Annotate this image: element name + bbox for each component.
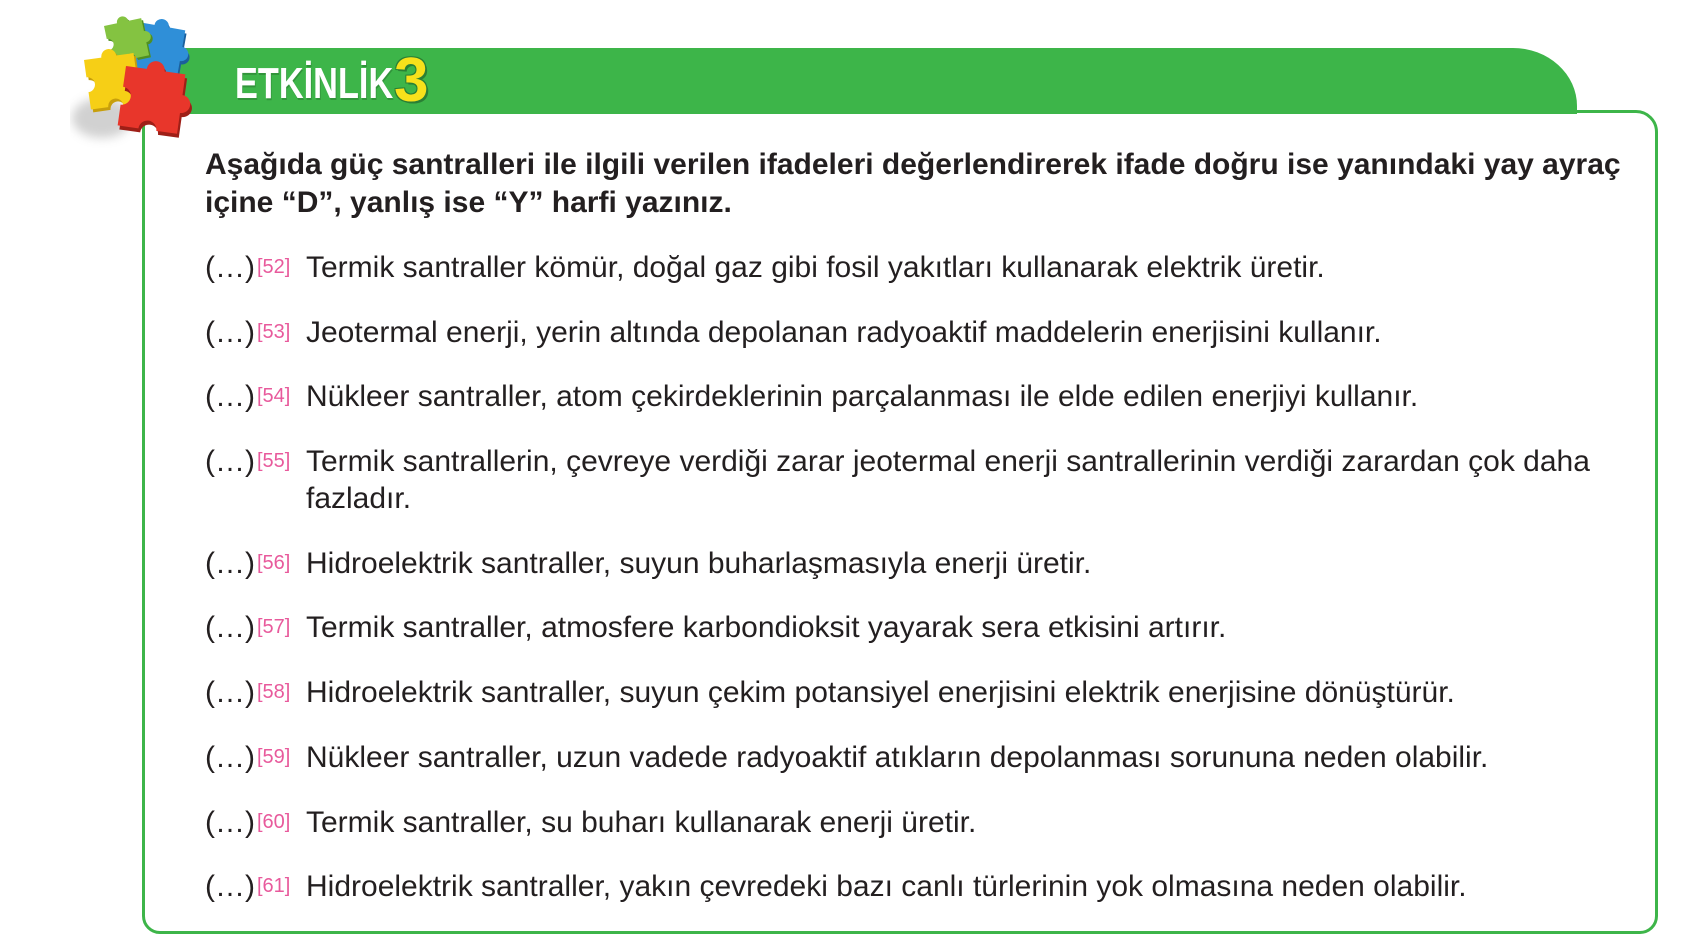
statement-item: [205, 249, 1645, 286]
statement-item: [205, 804, 1645, 841]
instructions-text: Aşağıda güç santralleri ile ilgili verilen ifadeleri değerlendirerek ifade doğru ise yanındaki yay ayraç içine “D”, yanlış ise “Y” harfi yazınız.: [205, 148, 1621, 219]
answer-blank[interactable]: (…): [205, 251, 255, 284]
statement-text: Jeotermal enerji, yerin altında depolanan radyoaktif maddelerin enerjisini kullanır.: [306, 315, 1382, 349]
answer-blank[interactable]: (…): [205, 740, 255, 774]
question-number-marker: [61]: [257, 875, 291, 898]
answer-blank[interactable]: (…): [205, 870, 255, 904]
activity-number: 3: [394, 46, 429, 115]
answer-blank[interactable]: (…): [205, 380, 255, 414]
question-number-marker: [53]: [257, 320, 291, 343]
statement-item: [205, 545, 1645, 582]
statement-item: [205, 314, 1645, 351]
answer-blank[interactable]: (…): [205, 805, 255, 839]
question-number-marker: [56]: [257, 551, 291, 574]
statement-list: [205, 249, 1645, 933]
statement-item: [205, 443, 1645, 517]
question-number-marker: [54]: [257, 385, 291, 408]
statement-text: Termik santrallerin, çevreye verdiği zarar jeotermal enerji santrallerinin verdiği zarardan çok daha fazladır.: [306, 445, 1590, 516]
question-number-marker: [52]: [257, 256, 291, 278]
statement-text: Nükleer santraller, atom çekirdeklerinin parçalanması ile elde edilen enerjiyi kullanır.: [306, 380, 1419, 414]
statement-text: Hidroelektrik santraller, suyun çekim potansiyel enerjisini elektrik enerjisine dönüştürür.: [306, 676, 1455, 710]
question-number-marker: [55]: [257, 450, 291, 473]
answer-blank[interactable]: (…): [205, 315, 255, 349]
answer-blank[interactable]: (…): [205, 546, 255, 580]
statement-text: Termik santraller, atmosfere karbondioksit yayarak sera etkisini artırır.: [306, 611, 1227, 645]
statement-item: [205, 868, 1645, 905]
activity-header: [142, 48, 1577, 114]
question-number-marker: [59]: [257, 745, 291, 768]
answer-blank[interactable]: (…): [205, 611, 255, 645]
question-number-marker: [60]: [257, 810, 291, 833]
statement-text: Hidroelektrik santraller, yakın çevredeki bazı canlı türlerinin yok olmasına neden olabilir.: [306, 870, 1467, 904]
activity-title: ETKİNLİK: [235, 59, 394, 108]
answer-blank[interactable]: (…): [205, 445, 255, 479]
statement-text: Termik santraller, su buharı kullanarak enerji üretir.: [306, 805, 977, 839]
statement-text: Nükleer santraller, uzun vadede radyoaktif atıkların depolanması sorununa neden olabilir.: [306, 740, 1489, 774]
statement-item: [205, 609, 1645, 646]
statement-text: Termik santraller kömür, doğal gaz gibi fosil yakıtları kullanarak elektrik üretir.: [306, 251, 1325, 284]
statement-item: [205, 674, 1645, 711]
statement-item: [205, 378, 1645, 415]
answer-blank[interactable]: (…): [205, 676, 255, 710]
statement-item: [205, 739, 1645, 776]
question-number-marker: [57]: [257, 616, 291, 639]
puzzle-pieces-icon: [70, 8, 210, 148]
question-number-marker: [58]: [257, 681, 291, 704]
statement-text: Hidroelektrik santraller, suyun buharlaşmasıyla enerji üretir.: [306, 546, 1092, 580]
